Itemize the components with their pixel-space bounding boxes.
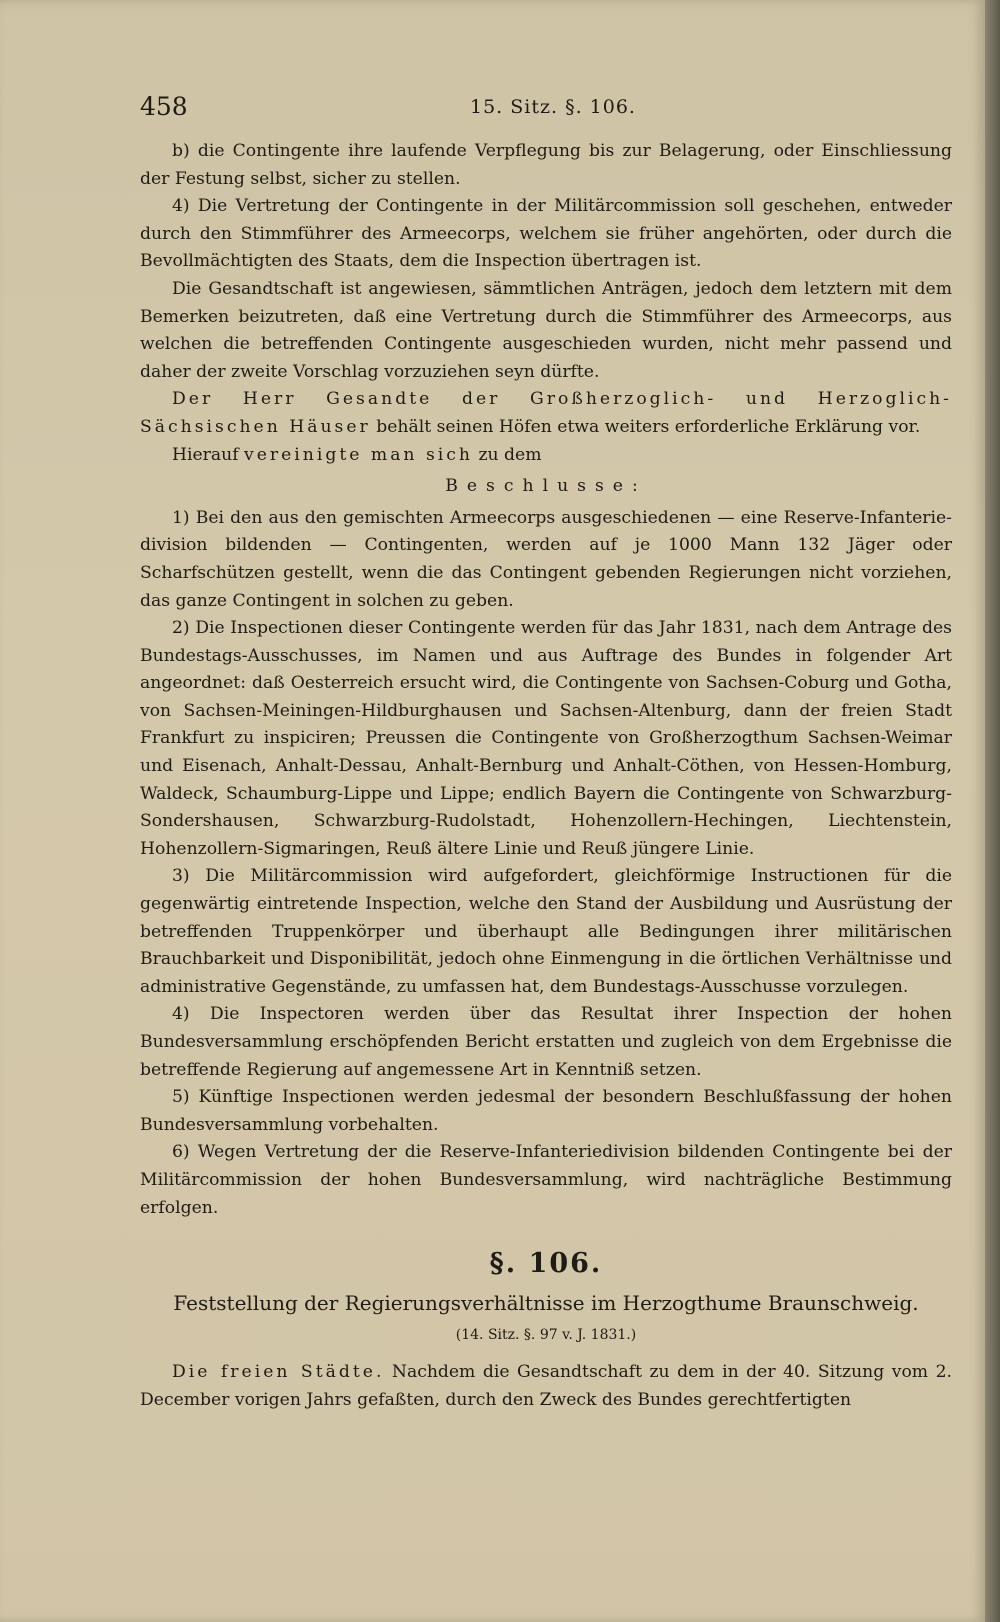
page-edge <box>985 0 1000 1622</box>
emphasis: Der Herr Gesandte der Großherzoglich- und Herzoglich-Sächsischen Häuser <box>140 389 952 437</box>
paragraph <box>140 1359 952 1414</box>
paragraph <box>140 442 952 470</box>
page-header <box>140 92 930 132</box>
paragraph: Die Gesandtschaft ist angewiesen, sämmtlichen Anträgen, jedoch dem letztern mit dem Bemerken beizutreten, daß eine Vertretung durch die Stimmführer des Armeecorps, aus welchen die betreffenden Contingente ausgeschieden wurden, nicht mehr passend und daher der zweite Vorschlag vorzuziehen seyn dürfte. <box>140 278 952 382</box>
emphasis: Die freien Städte. <box>172 1362 385 1383</box>
resolution-item: 1) Bei den aus den gemischten Armeecorps ausgeschiedenen — eine Reserve-Infanterie-division bildenden — Contingenten, werden auf je 1000 Mann 132 Jäger oder Scharfschützen gestellt, wenn die das Contingent gebenden Regierungen nicht vorziehen, das ganze Contingent in solchen zu geben. <box>140 507 952 611</box>
resolution-item: 3) Die Militärcommission wird aufgefordert, gleichförmige Instructionen für die gegenwärtig eintretende Inspection, welche den Stand der Ausbildung und Ausrüstung der betreffenden Truppenkörper und überhaupt alle Bedingungen ihrer militärischen Brauchbarkeit und Disponibilität, jedoch ohne Einmengung in die örtlichen Verhältnisse und administrative Gegenstände, zu umfassen hat, dem Bundestags-Ausschusse vorzulegen. <box>140 866 952 997</box>
running-head: 15. Sitz. §. 106. <box>470 96 636 118</box>
paragraph-text: zu dem <box>472 444 542 465</box>
paragraph: 4) Die Vertretung der Contingente in der Militärcommission soll geschehen, entweder durch den Stimmführer des Armeecorps, welchem sie früher angehörten, oder durch die Bevollmächtigten des Staats, dem die Inspection übertragen ist. <box>140 196 952 272</box>
document-body <box>140 138 952 1415</box>
paragraph <box>140 386 952 441</box>
paragraph-text: behält seinen Höfen etwa weiters erforderliche Erklärung vor. <box>370 416 921 437</box>
section-number: §. 106. <box>489 1248 603 1280</box>
resolution-item: 6) Wegen Vertretung der die Reserve-Infanteriedivision bildenden Contingente bei der Militärcommission der hohen Bundesversammlung, wird nachträgliche Bestimmung erfolgen. <box>140 1142 952 1218</box>
section-reference: (14. Sitz. §. 97 v. J. 1831.) <box>455 1326 637 1343</box>
resolution-heading: Beschlusse: <box>445 476 647 497</box>
paragraph-text: Nachdem die Gesandtschaft zu dem in der 40. Sitzung vom 2. December vorigen Jahrs gefaßten, durch den Zweck des Bundes gerechtfertigten <box>140 1362 952 1410</box>
page-number: 458 <box>140 92 188 121</box>
emphasis: vereinigte man sich <box>244 444 473 465</box>
resolution-item: 4) Die Inspectoren werden über das Resultat ihrer Inspection der hohen Bundesversammlung erschöpfenden Bericht erstatten und zugleich von dem Ergebnisse die betreffende Regierung auf angemessene Art in Kenntniß setzen. <box>140 1004 952 1080</box>
resolution-item: 2) Die Inspectionen dieser Contingente werden für das Jahr 1831, nach dem Antrage des Bundestags-Ausschusses, im Namen und aus Auftrage des Bundes in folgender Art angeordnet: daß Oesterreich ersucht wird, die Contingente von Sachsen-Coburg und Gotha, von Sachsen-Meiningen-Hildburghausen und Sachsen-Altenburg, dann der freien Stadt Frankfurt zu inspiciren; Preussen die Contingente von Großherzogthum Sachsen-Weimar und Eisenach, Anhalt-Dessau, Anhalt-Bernburg und Anhalt-Cöthen, von Hessen-Homburg, Waldeck, Schaumburg-Lippe und Lippe; endlich Bayern die Contingente von Schwarzburg-Sondershausen, Schwarzburg-Rudolstadt, Hohenzollern-Hechingen, Liechtenstein, Hohenzollern-Sigmaringen, Reuß ältere Linie und Reuß jüngere Linie. <box>140 618 952 859</box>
resolution-item: 5) Künftige Inspectionen werden jedesmal der besondern Beschlußfassung der hohen Bundesversammlung vorbehalten. <box>140 1087 952 1135</box>
paragraph-text: Hierauf <box>172 444 245 465</box>
paragraph: b) die Contingente ihre laufende Verpflegung bis zur Belagerung, oder Einschliessung der Festung selbst, sicher zu stellen. <box>140 141 952 189</box>
section-title: Feststellung der Regierungsverhältnisse im Herzogthume Braunschweig. <box>173 1290 919 1315</box>
